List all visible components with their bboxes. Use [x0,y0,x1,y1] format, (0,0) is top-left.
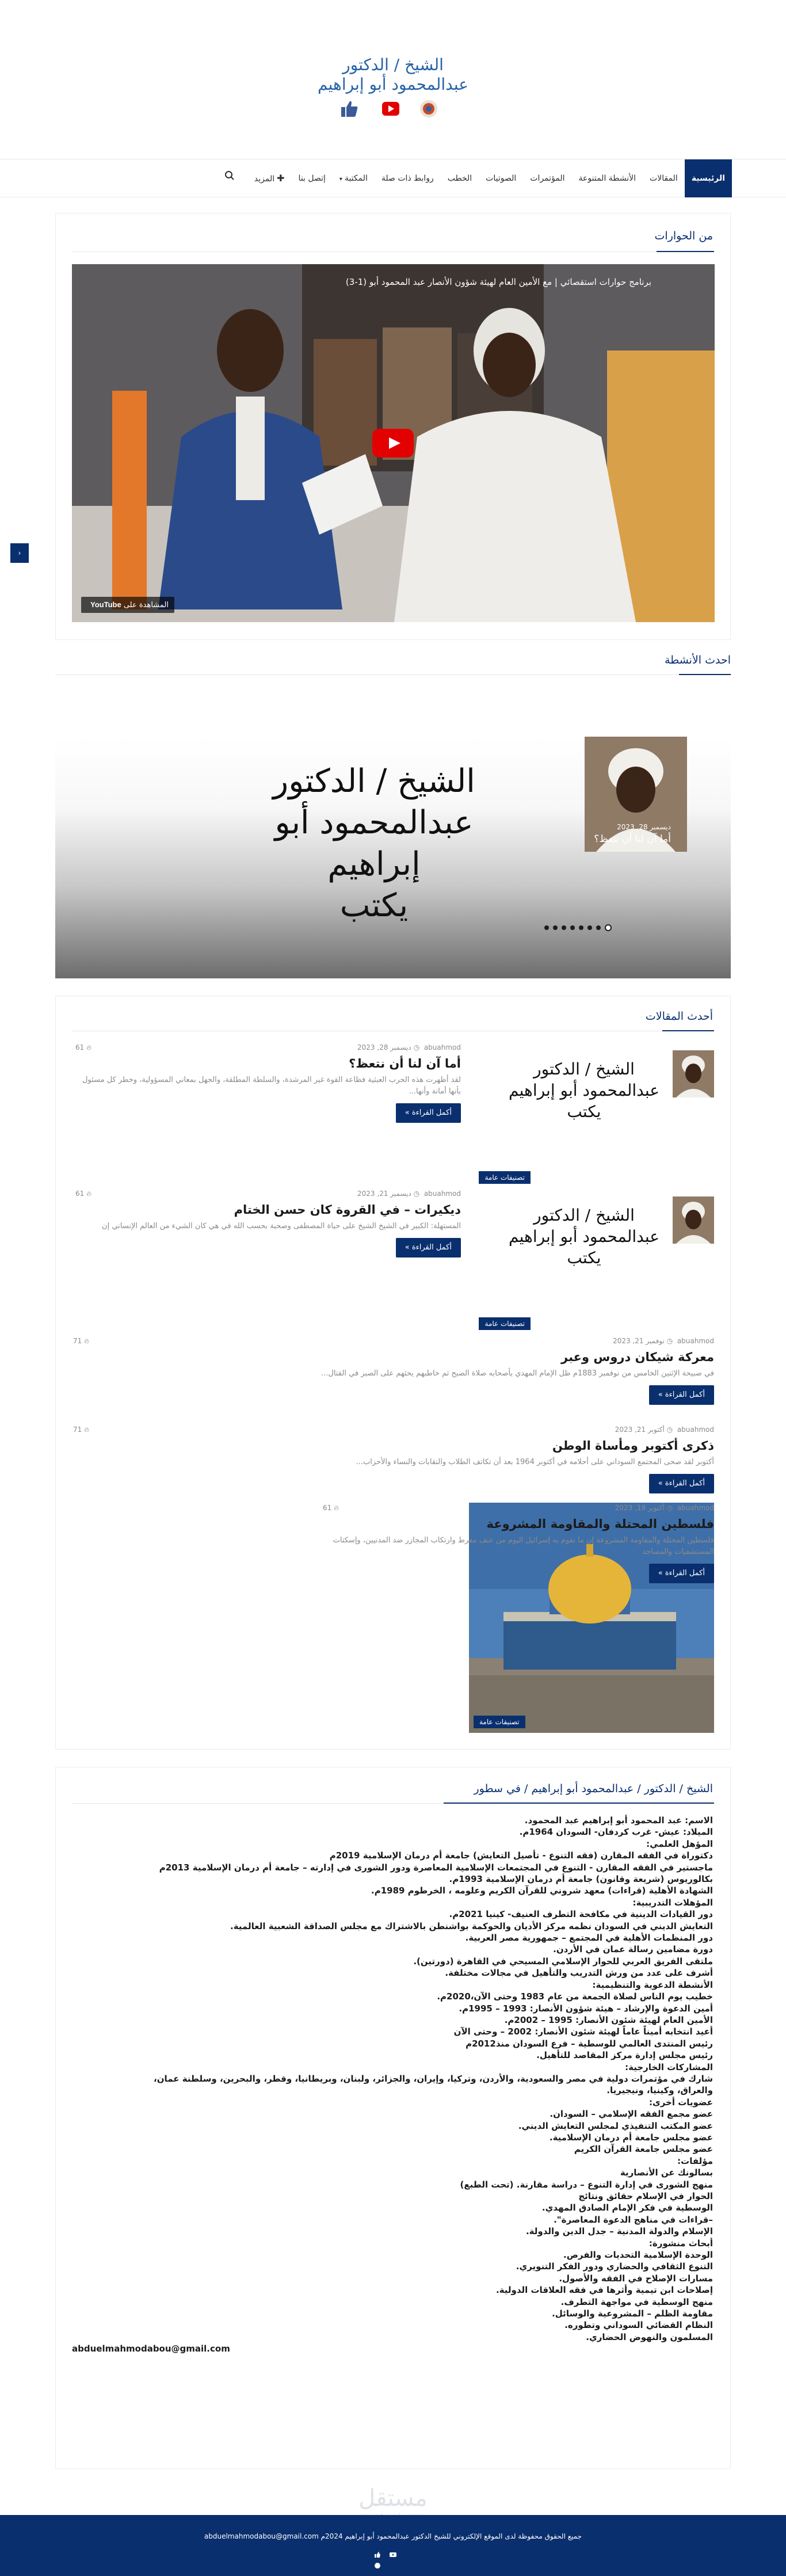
logo-title-line2[interactable]: عبدالمحمود أبو إبراهيم [317,75,469,94]
bio-line: والعراق، وكينيا، ونيجيريا. [606,2085,713,2096]
article-date: نوفمبر 21, 2023 [613,1337,665,1345]
article-excerpt: لقد أظهرت هذه الحرب العبثية فظاعة القوة غير المرشدة، والسلطة المطلقة، والجهل بمعاني المسؤولية، وخطر كل مسئول بأنها أمانة وأنها... [82,1076,461,1096]
nav-item-articles[interactable]: المقالات [650,174,678,183]
play-button[interactable] [372,429,414,458]
author-name[interactable]: abuahmod [677,1337,714,1345]
nav-item-sermons[interactable]: الخطب [447,174,472,183]
nav-item-activities[interactable]: الأنشطة المتنوعة [578,174,636,183]
site-header [0,0,786,159]
facebook-like-icon[interactable] [374,2550,381,2556]
bio-line: المشاركات الخارجية: [625,2061,713,2072]
slide-line3: يكتب [339,887,409,924]
article-body [73,1336,714,1405]
activities-slider[interactable] [55,737,731,978]
nav-item-more-label: المزيد [254,174,275,184]
bio-line: المؤهل العلمي: [646,1838,713,1849]
clock-icon: ◷ [666,1426,673,1434]
slider-dot[interactable] [596,925,601,930]
view-count [75,1042,91,1053]
nav-item-audio[interactable]: الصوتيات [486,174,517,183]
nav-item-more[interactable] [247,159,292,197]
article-thumbnail[interactable] [487,1188,714,1289]
article-item [56,1336,731,1399]
bio-text [72,1815,713,2355]
bio-line: عضويات أخرى: [648,2097,713,2108]
chevron-down-icon: ▾ [339,176,342,182]
clock-icon: ◷ [413,1190,420,1198]
view-count-value: 61 [323,1504,332,1512]
category-badge[interactable]: تصنيفات عامة [479,1171,531,1184]
author-name[interactable]: abuahmod [677,1426,714,1434]
bio-line: مقاومة الظلم – المشروعية والوسائل. [552,2308,713,2319]
bio-line: أبحاث منشورة: [648,2238,713,2249]
activities-title: احدث الأنشطة [664,654,731,666]
read-more-button[interactable]: أكمل القراءة » [396,1103,461,1123]
article-title[interactable]: معركة شيكان دروس وعبر [561,1350,714,1364]
slider-dot[interactable] [579,925,583,930]
video-title[interactable]: برنامج حوارات استقصائي | مع الأمين العام لهيئة شؤون الأنصار عبد المحمود أبو (1-3) [345,277,651,287]
clock-icon: ◷ [666,1504,673,1512]
slider-pagination [544,921,616,932]
view-count [73,1336,89,1346]
bio-line: التعايش الديني في السودان نظمه مركز الأديان والحوكمة بواشنطن بالاشتراك مع مجلس الصداقة الشعبية العالمية. [230,1920,713,1931]
mostaql-watermark: مستقل [358,2485,428,2512]
nav-item-library-label: المكتبة [344,174,368,183]
section-heading [655,230,713,247]
slide-date: ديسمبر 28, 2023 [617,823,671,831]
site-logo[interactable] [0,55,786,94]
video-player[interactable] [72,264,715,622]
article-date: أكتوبر 19, 2023 [615,1504,665,1512]
article-body [73,1424,714,1493]
article-title[interactable]: ديكيرات – في القروة كان حسن الختام [234,1203,461,1217]
slider-dot-active[interactable] [605,924,612,931]
bio-line: مؤلفات: [677,2155,713,2166]
article-meta [323,1503,714,1513]
bio-line: رئيس مجلس إدارة مركز المقاصد للتأهيل. [536,2050,713,2061]
articles-underline [662,1030,714,1031]
author-portrait [673,1196,714,1244]
activities-heading [665,654,731,671]
social-icons [339,99,447,120]
slider-dot[interactable] [544,925,549,930]
bio-line: الاسم: عبد المحمود أبو إبراهيم عبد المحمود. [524,1815,713,1826]
thumbnail-graphic [487,1188,714,1289]
bio-line: النظام القضائي السوداني وتطوره. [564,2320,713,2331]
nav-item-home[interactable]: الرئيسية [685,159,732,197]
thumbnail-heading [503,1058,665,1122]
read-more-button[interactable]: أكمل القراءة » [649,1474,714,1493]
search-icon [224,170,235,181]
bio-line: شارك في مؤتمرات دولية في مصر والسعودية، والأردن، وتركيا، وإيران، والجزائر، ولبنان، وبريطانيا، وقطر، والبحرين، وسلطنة عمان، [154,2073,713,2084]
bio-line: بسالونك عن الأنصارية [620,2167,713,2178]
author-name[interactable]: abuahmod [677,1504,714,1512]
bio-line: الشهادة الأهلية (قراءات) معهد شروني للقرآن الكريم وعلومه ، الخرطوم 1989م. [371,1885,713,1896]
nav-item-library[interactable] [333,159,375,197]
bio-line: دور القيادات الدينية في مكافحة التطرف العنيف- كينيا 2021م. [449,1909,713,1920]
article-item [56,1424,731,1488]
article-excerpt: المستهلة: الكبير في الشيخ الشيخ على حياة المصطفى وصحبة بحسب الله في هي كان الشيء من العالم الإنساني إن [102,1222,461,1230]
flame-icon: 🔥︎ [86,1043,91,1051]
bio-line: التنوع الثقافي والحضاري ودور الفكر التنويري. [516,2261,713,2272]
article-body [323,1503,714,1583]
bio-line: دور المنظمات الأهلية في المجتمع – جمهورية مصر العربية. [465,1933,713,1944]
facebook-like-icon[interactable] [339,99,359,119]
thumb-line3: يكتب [567,1248,601,1267]
bio-line: إصلاحات ابن تيمية وأثرها في فقه العلاقات الدولية. [495,2285,713,2296]
footer-copyright: جميع الحقوق محفوظة لدى الموقع الإلكتروني للشيخ الدكتور عبدالمحمود أبو إبراهيم 2024م abduelmahmodabou@gmail.com [204,2532,582,2540]
article-date: ديسمبر 28, 2023 [357,1043,411,1051]
flame-icon: 🔥︎ [334,1504,339,1512]
article-excerpt: فلسطين المحتلة والمقاومة المشروعة إن ما تقوم به إسرائيل اليوم من عنف مفرط وارتكاب المجازر ضد المدنيين، وإسكتات المستشفيات والمساجد [333,1536,714,1556]
slide-caption[interactable]: أما آن لنا أن نتعظ؟ [594,833,671,845]
read-more-button[interactable]: أكمل القراءة » [396,1238,461,1257]
nav-item-contact[interactable]: إتصل بنا [298,174,326,183]
nav-item-conferences[interactable]: المؤتمرات [530,174,565,183]
telegram-badge-icon[interactable] [374,2560,381,2567]
bio-line: عضو المكتب التنفيذي لمجلس التعايش الديني. [518,2120,713,2131]
thumb-line3: يكتب [567,1102,601,1121]
bio-line: بكالوريوس (شريعة وقانون) جامعة أم درمان الإسلامية 1993م. [449,1874,713,1885]
article-meta [73,1336,714,1346]
view-count-value: 61 [75,1043,85,1051]
bio-line: منهج الشورى في إدارة التنوع – دراسة مقارنة. (تحت الطبع) [460,2179,713,2190]
interviews-title: من الحوارات [654,230,713,242]
article-body [75,1188,461,1257]
view-count-value: 61 [75,1190,85,1198]
interviews-section [55,213,731,640]
slide-line2: عبدالمحمود أبو إبراهيم [274,804,474,883]
article-excerpt: في صبيحة الإثنين الخامس من نوفمبر 1883م ظل الإمام المهدي بأصحابه صلاة الصبح ثم خاطبهم يحثهم على الصبر في القتال... [321,1369,714,1378]
side-toggle-button[interactable]: ‹ [10,543,29,563]
view-count [75,1188,91,1199]
author-name[interactable]: abuahmod [423,1043,461,1051]
article-meta [75,1188,461,1199]
articles-title: أحدث المقالات [645,1010,713,1023]
plus-icon: ✚ [277,173,285,184]
bio-line: أشرف على عدد من ورش التدريب والتأهيل في مجالات مختلفة. [445,1968,713,1979]
bio-line: الحوار في الإسلام حقائق ونتائج [578,2191,713,2201]
article-thumbnail[interactable] [487,1042,714,1143]
article-title[interactable]: فلسطين المحتلة والمقاومة المشروعة [486,1517,714,1531]
search-button[interactable] [218,159,247,197]
read-more-button[interactable]: أكمل القراءة » [649,1564,714,1583]
thumbnail-graphic [487,1042,714,1143]
main-navigation [0,159,786,197]
telegram-badge-icon[interactable] [419,99,438,119]
bio-line: عضو مجمع الفقه الإسلامي – السودان. [550,2109,713,2120]
bio-line: –قراءات في مناهج الدعوة المعاصرة". [554,2214,713,2225]
articles-section [55,996,731,1750]
footer-social-icons [374,2550,412,2558]
article-title[interactable]: أما آن لنا أن نتعظ؟ [349,1057,461,1070]
flame-icon: 🔥︎ [84,1426,89,1434]
bio-line: أمين الدعوة والإرشاد – هيئة شؤون الأنصار: 1993 – 1995م. [459,2003,713,2014]
activities-underline [679,674,731,675]
article-body [75,1042,461,1123]
article-item [56,1188,731,1338]
slider-dot[interactable] [562,925,566,930]
bio-line: الوسطية في فكر الإمام الصادق المهدي. [541,2202,713,2213]
bio-section [55,1767,731,2469]
bio-line: المسلمون والنهوض الحضاري. [586,2331,713,2342]
slider-dot[interactable] [587,925,592,930]
bio-line: ملتقى الفريق العربي للحوار الإسلامي المسيحي في القاهرة (دورتين). [413,1956,713,1967]
bio-line: دكتوراة في الفقه المقارن (فقه التنوع - تأصيل التعايش) جامعة أم درمان الإسلامية 2019م [329,1850,713,1861]
bio-line: عضو مجلس جامعة أم درمان الإسلامية. [549,2132,713,2143]
article-date: ديسمبر 21, 2023 [357,1190,411,1198]
category-badge[interactable]: تصنيفات عامة [479,1317,531,1330]
site-footer [0,2515,786,2576]
youtube-wordmark: YouTube [90,600,121,609]
nav-item-related-links[interactable]: روابط ذات صلة [381,174,434,183]
slider-dot[interactable] [553,925,558,930]
clock-icon: ◷ [413,1043,420,1051]
logo-title-line1[interactable]: الشيخ / الدكتور [342,55,444,74]
thumb-line1: الشيخ / الدكتور [533,1060,635,1079]
bio-line: خطيب يوم الناس لصلاة الجمعة من عام 1983 وحتى الآن،2020م. [437,1991,713,2002]
bio-underline [444,1803,714,1804]
watch-on-youtube[interactable] [81,597,174,613]
thumb-line2: عبدالمحمود أبو إبراهيم [508,1227,660,1246]
article-meta [75,1042,461,1053]
bio-title: الشيخ / الدكتور / عبدالمحمود أبو إبراهيم / في سطور [474,1782,713,1795]
article-title[interactable]: ذكرى أكتوبر ومأساة الوطن [552,1439,714,1453]
slider-dot[interactable] [570,925,575,930]
article-item [56,1503,731,1733]
heading-underline [657,251,714,252]
thumb-line2: عبدالمحمود أبو إبراهيم [508,1081,660,1100]
bio-line: عضو مجلس جامعة القرآن الكريم [574,2144,713,2155]
view-count [323,1503,339,1513]
article-date: أكتوبر 21, 2023 [615,1426,665,1434]
bio-line: منهج الوسطية في مواجهة التطرف. [560,2296,713,2307]
youtube-icon[interactable] [390,2550,396,2556]
slide-heading [224,761,524,927]
article-meta [73,1424,714,1435]
article-excerpt: أكتوبر لقد صحى المجتمع السوداني على أحلامه في أكتوبر 1964 بعد أن تكاتف الطلاب والنقابات والنساء والأحزاب... [356,1458,714,1466]
bio-line: الأمين العام لهيئة شئون الأنصار: 1995 – 2002م. [504,2014,713,2025]
flame-icon: 🔥︎ [86,1190,91,1198]
author-name[interactable]: abuahmod [423,1190,461,1198]
heading-rule [72,251,714,252]
read-more-button[interactable]: أكمل القراءة » [649,1385,714,1405]
bio-line: أعيد انتخابه أميناً عاماً لهيئة شئون الأنصار: 2002 – وحتى الآن [453,2026,713,2037]
slide-line1: الشيخ / الدكتور [273,763,475,800]
bio-line: الميلاد: عيش- غرب كردفان- السودان 1964م. [519,1827,713,1838]
view-count [73,1424,89,1435]
clock-icon: ◷ [666,1337,673,1345]
view-count-value: 71 [73,1337,82,1345]
youtube-icon[interactable] [381,99,400,119]
bio-line: ماجستير في الفقه المقارن - التنوع في المجتمعات الإسلامية المعاصرة ودور الشورى في إدارته – جامعة أم درمان الإسلامية 2013م [159,1862,713,1873]
flame-icon: 🔥︎ [84,1337,89,1345]
bio-line: الإسلام والدولة المدنية – جدل الدين والدولة. [525,2226,713,2237]
bio-line: مسارات الإصلاح في الفقه والأصول. [559,2273,713,2284]
author-portrait [673,1050,714,1098]
view-count-value: 71 [73,1426,82,1434]
bio-line: الأنشطة الدعوية والتنظيمية: [592,1979,713,1990]
watch-on-prefix: المشاهدة على [123,601,169,609]
category-badge[interactable]: تصنيفات عامة [474,1716,525,1728]
article-item [56,1042,731,1192]
articles-heading [646,1010,713,1027]
bio-line: المؤهلات التدريبية: [632,1897,713,1908]
bio-line: رئيس المنتدى العالمي للوسطية – فرع السودان منذ2012م [466,2038,713,2049]
bio-heading [474,1782,713,1800]
thumbnail-heading [503,1205,665,1268]
contact-email[interactable]: abduelmahmodabou@gmail.com [72,2343,230,2354]
bio-line: الوحدة الإسلامية التحديات والفرص. [563,2250,713,2261]
bio-line: دورة مضامين رسالة عمان في الأردن. [553,1944,713,1955]
thumb-line1: الشيخ / الدكتور [533,1206,635,1225]
